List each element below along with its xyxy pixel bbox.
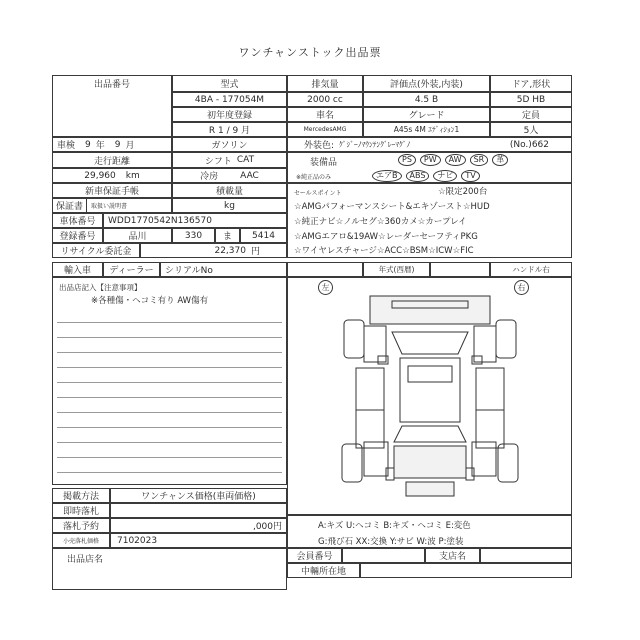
manual-label: 取扱い説明書	[91, 203, 128, 210]
branch-name-label: 支店名	[425, 548, 480, 563]
mileage-value: 29,960	[84, 170, 116, 181]
front-left-wheel	[344, 320, 364, 358]
remarks-line: ※各種傷・ヘコミ有り AW傷有	[91, 296, 209, 306]
retail-price-label: 小売落札価格	[52, 533, 110, 548]
color-number-value: 662	[531, 139, 549, 150]
equipment-item: ABS	[406, 170, 430, 182]
car-name-value: MercedesAMG	[287, 122, 363, 137]
aircon-value: AAC	[240, 170, 259, 181]
rear-bumper-panel	[406, 482, 454, 496]
rear-left-wheel	[342, 444, 362, 482]
sales-point-box	[287, 183, 572, 258]
equipment-label: 装備品	[310, 158, 338, 168]
serial-label: シリアルNo	[160, 262, 287, 277]
remarks-box	[52, 277, 287, 485]
equipment-item: PS	[398, 154, 416, 166]
windshield-panel	[392, 332, 468, 354]
front-right-wheel	[496, 320, 516, 358]
mileage-unit: km	[125, 170, 140, 181]
car-diagram	[330, 292, 530, 507]
vehicle-location-label: 中輛所在地	[287, 563, 360, 578]
remarks-header: 出品店記入【注意事項】	[59, 283, 142, 292]
rear-window-panel	[394, 426, 466, 442]
listing-method-value: ワンチャンス価格(車両価格)	[110, 488, 287, 503]
exterior-color-value: ｸﾞｼﾞｰﾉﾏｳﾝﾃﾝｸﾞﾚｰﾏｸﾞﾉ	[339, 140, 411, 149]
model-code-value: 4BA - 177054M	[172, 92, 287, 107]
equipment-note: ※純正品のみ	[296, 174, 332, 181]
legend-line: A:キズ U:ヘコミ B:キズ・ヘコミ E:変色	[318, 521, 471, 531]
equipment-item: エアB	[372, 170, 402, 182]
load-capacity-label: 積載量	[172, 183, 287, 198]
right-tail-light	[466, 468, 474, 480]
shift-label: シフト	[204, 156, 232, 167]
instant-bid-label: 即時落札	[52, 503, 110, 518]
color-number-label: (No.)	[509, 139, 532, 150]
equipment-row-1	[396, 154, 510, 166]
first-registration-value: R 1 / 9 月	[172, 122, 287, 137]
sales-point-label: セールスポイント	[294, 190, 342, 197]
remarks-ruled-lines	[57, 308, 282, 478]
mileage-value-cell	[52, 168, 172, 183]
door-shape-label: ドア,形状	[490, 75, 572, 92]
grade-score-value: 4.5 B	[363, 92, 490, 107]
member-number-label: 会員番号	[287, 548, 342, 563]
inspection-year: 9	[85, 139, 91, 150]
sheet-title: ワンチャンストック出品票	[238, 46, 382, 59]
registration-number: 5414	[240, 228, 287, 243]
equipment-item: AW	[445, 154, 466, 166]
sales-point-line: ☆限定200台	[438, 187, 488, 197]
sales-point-line: ☆ワイヤレスチャージ☆ACC☆BSM☆ICW☆FIC	[294, 246, 474, 256]
sunroof-panel	[408, 366, 452, 382]
equipment-item: ナビ	[433, 170, 457, 182]
lot-number-cell	[52, 75, 172, 137]
damage-legend-box	[287, 515, 572, 548]
sales-point-line: ☆AMGパフォーマンスシート&エキゾースト☆HUD	[294, 202, 490, 212]
inspection-year-unit: 年	[95, 141, 105, 151]
equipment-cell	[287, 152, 572, 183]
equipment-item: SR	[470, 154, 489, 166]
fuel-value: ガソリン	[172, 137, 287, 152]
left-tail-light	[386, 468, 394, 480]
guarantee-label: 保証書	[53, 199, 87, 212]
vin-label: 車体番号	[52, 213, 103, 228]
shift-cell	[172, 152, 287, 168]
store-name-label: 出品店名	[67, 555, 104, 565]
store-name-box	[52, 548, 287, 590]
aircon-label: 冷房	[200, 172, 219, 182]
trunk-panel	[394, 446, 466, 478]
model-year-value	[430, 262, 490, 277]
import-label: 輸入車	[52, 262, 103, 277]
recycle-fee-label: リサイクル委託金	[52, 243, 140, 258]
model-year-label: 年式(西暦)	[363, 262, 430, 277]
inspection-month: 9	[114, 139, 121, 150]
equipment-row-2	[370, 170, 482, 182]
first-registration-label: 初年度登録	[172, 107, 287, 122]
capacity-label: 定員	[490, 107, 572, 122]
legend-line: G:飛び石 XX:交換 Y:サビ W:波 P:塗装	[318, 537, 464, 547]
registration-label: 登録番号	[52, 228, 103, 243]
front-right-fender	[474, 326, 496, 362]
front-left-door	[356, 368, 384, 410]
recycle-fee-value: 22,370	[214, 245, 246, 256]
lot-number-label: 出品番号	[93, 80, 130, 90]
shift-value: CAT	[236, 155, 255, 165]
listing-method-label: 掲載方法	[52, 488, 110, 503]
branch-name-value	[480, 548, 572, 563]
right-side-mark: 右	[514, 280, 529, 295]
inspection-cell	[52, 137, 172, 152]
car-name-label: 車名	[287, 107, 363, 122]
equipment-item: TV	[461, 170, 479, 182]
vehicle-location-value	[360, 563, 572, 578]
exterior-color-label: 外装色:	[304, 141, 335, 151]
door-shape-value: 5D HB	[490, 92, 572, 107]
warranty-docs-cell	[52, 198, 172, 213]
recycle-fee-unit: 円	[250, 247, 260, 257]
grade-score-label: 評価点(外装,内装)	[363, 75, 490, 92]
trim-value: A45s 4M ｴﾃﾞｨｼｮﾝ1	[363, 122, 490, 137]
front-right-door	[476, 368, 504, 410]
mileage-label: 走行距離	[52, 152, 172, 168]
inspection-label: 車検	[57, 141, 76, 151]
registration-region: 品川	[103, 228, 172, 243]
rear-right-wheel	[498, 444, 518, 482]
capacity-value: 5人	[490, 122, 572, 137]
recycle-fee-cell	[140, 243, 287, 258]
left-side-mark: 左	[318, 280, 333, 295]
reserve-bid-label: 落札予約	[52, 518, 110, 533]
equipment-item: 革	[492, 154, 508, 166]
reserve-bid-value: ,000円	[110, 518, 287, 533]
load-capacity-unit: kg	[172, 198, 287, 213]
warranty-book-label: 新車保証手帳	[52, 183, 172, 198]
inspection-month-unit: 月	[125, 141, 135, 151]
aircon-cell	[172, 168, 287, 183]
hood-panel	[370, 296, 490, 324]
member-number-value	[342, 548, 425, 563]
exterior-color-cell	[287, 137, 572, 152]
registration-class: 330	[172, 228, 215, 243]
equipment-item: PW	[420, 154, 441, 166]
steering-label: ハンドル右	[490, 262, 572, 277]
vin-value: WDD1770542N136570	[103, 213, 287, 228]
damage-diagram-box	[287, 277, 572, 515]
sales-point-line: ☆AMGエアロ&19AW☆レーダーセーフティPKG	[294, 232, 478, 242]
blank-cell	[287, 262, 363, 277]
dealer-label: ディーラー	[103, 262, 160, 277]
trim-label: グレード	[363, 107, 490, 122]
retail-price-value: 7102023	[110, 533, 287, 548]
roof-panel	[400, 358, 460, 422]
registration-kana: ま	[215, 228, 240, 243]
instant-bid-value	[110, 503, 287, 518]
displacement-label: 排気量	[287, 75, 363, 92]
front-left-fender	[364, 326, 386, 362]
sales-point-line: ☆純正ナビ☆ノルセグ☆360カメ☆カープレイ	[294, 217, 467, 227]
model-code-label: 型式	[172, 75, 287, 92]
displacement-value: 2000 cc	[287, 92, 363, 107]
